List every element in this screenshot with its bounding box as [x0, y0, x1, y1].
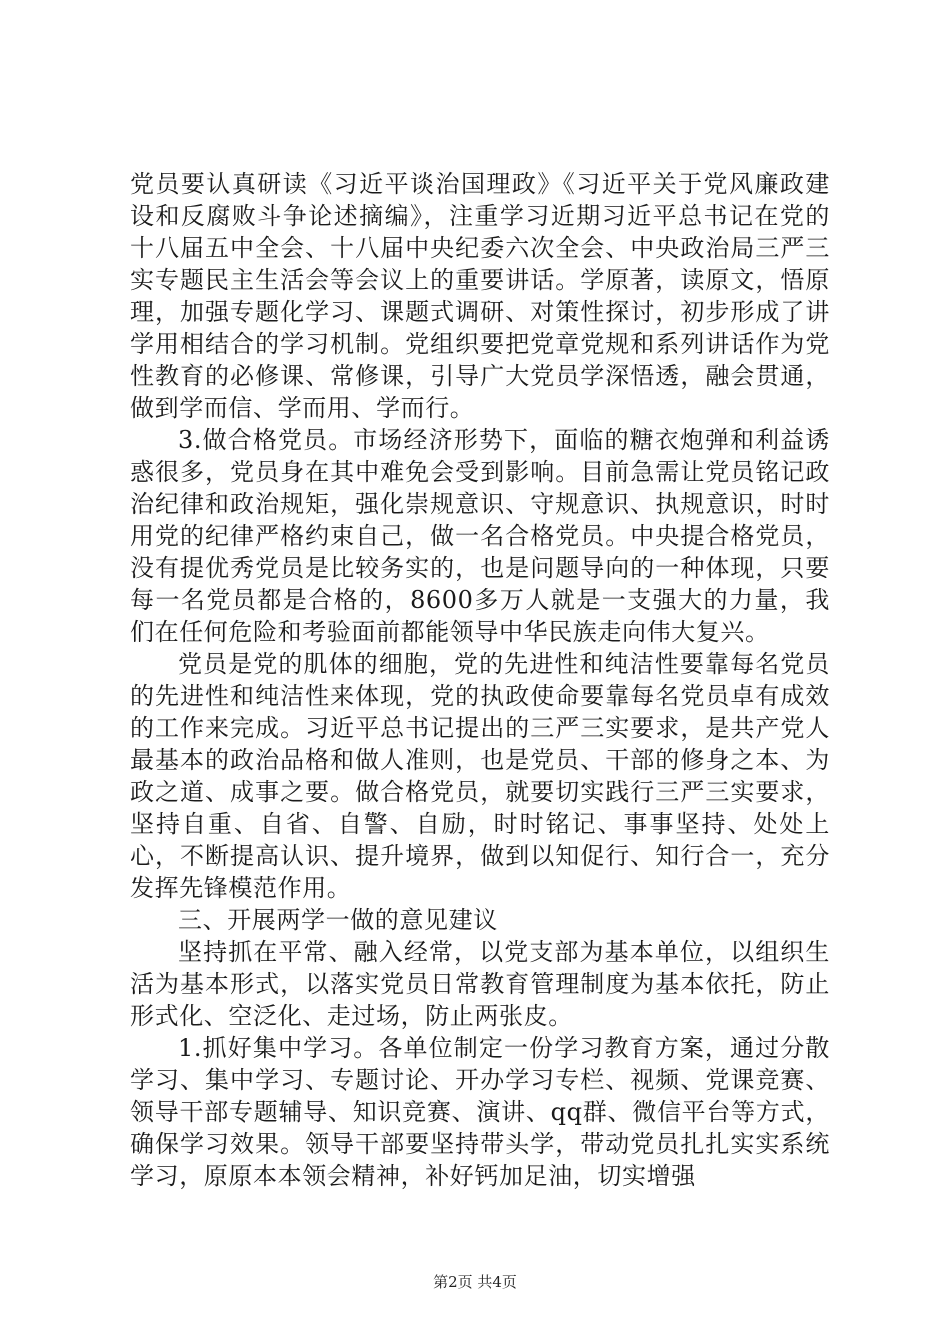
- paragraph-2: 3.做合格党员。市场经济形势下，面临的糖衣炮弹和利益诱惑很多，党员身在其中难免会受到影响。目前急需让党员铭记政治纪律和政治规矩，强化崇规意识、守规意识、执规意识，时时用党的纪律严格约束自己，做一名合格党员。中央提合格党员，没有提优秀党员是比较务实的，也是问题导向的一种体现，只要每一名党员都是合格的，8600多万人就是一支强大的力量，我们在任何危险和考验面前都能领导中华民族走向伟大复兴。: [130, 426, 830, 646]
- paragraph-4: 坚持抓在平常、融入经常，以党支部为基本单位，以组织生活为基本形式，以落实党员日常教育管理制度为基本依托，防止形式化、空泛化、走过场，防止两张皮。: [130, 938, 830, 1030]
- paragraph-5: 1.抓好集中学习。各单位制定一份学习教育方案，通过分散学习、集中学习、专题讨论、开办学习专栏、视频、党课竞赛、领导干部专题辅导、知识竞赛、演讲、qq群、微信平台等方式，确保学习效果。领导干部要坚持带头学，带动党员扎扎实实系统学习，原原本本领会精神，补好钙加足油，切实增强: [130, 1034, 830, 1190]
- document-body: [130, 168, 830, 1192]
- paragraph-3: 党员是党的肌体的细胞，党的先进性和纯洁性要靠每名党员的先进性和纯洁性来体现，党的执政使命要靠每名党员卓有成效的工作来完成。习近平总书记提出的三严三实要求，是共产党人最基本的政治品格和做人准则，也是党员、干部的修身之本、为政之道、成事之要。做合格党员，就要切实践行三严三实要求，坚持自重、自省、自警、自励，时时铭记、事事坚持、处处上心，不断提高认识、提升境界，做到以知促行、知行合一，充分发挥先锋模范作用。: [130, 650, 830, 902]
- page-footer: 第2页 共4页: [433, 1273, 517, 1291]
- section-heading: 三、开展两学一做的意见建议: [178, 906, 498, 934]
- paragraph-1: 党员要认真研读《习近平谈治国理政》《习近平关于党风廉政建设和反腐败斗争论述摘编》，注重学习近期习近平总书记在党的十八届五中全会、十八届中央纪委六次全会、中央政治局三严三实专题民主生活会等会议上的重要讲话。学原著，读原文，悟原理，加强专题化学习、课题式调研、对策性探讨，初步形成了讲学用相结合的学习机制。党组织要把党章党规和系列讲话作为党性教育的必修课、常修课，引导广大党员学深悟透，融会贯通，做到学而信、学而用、学而行。: [130, 170, 830, 422]
